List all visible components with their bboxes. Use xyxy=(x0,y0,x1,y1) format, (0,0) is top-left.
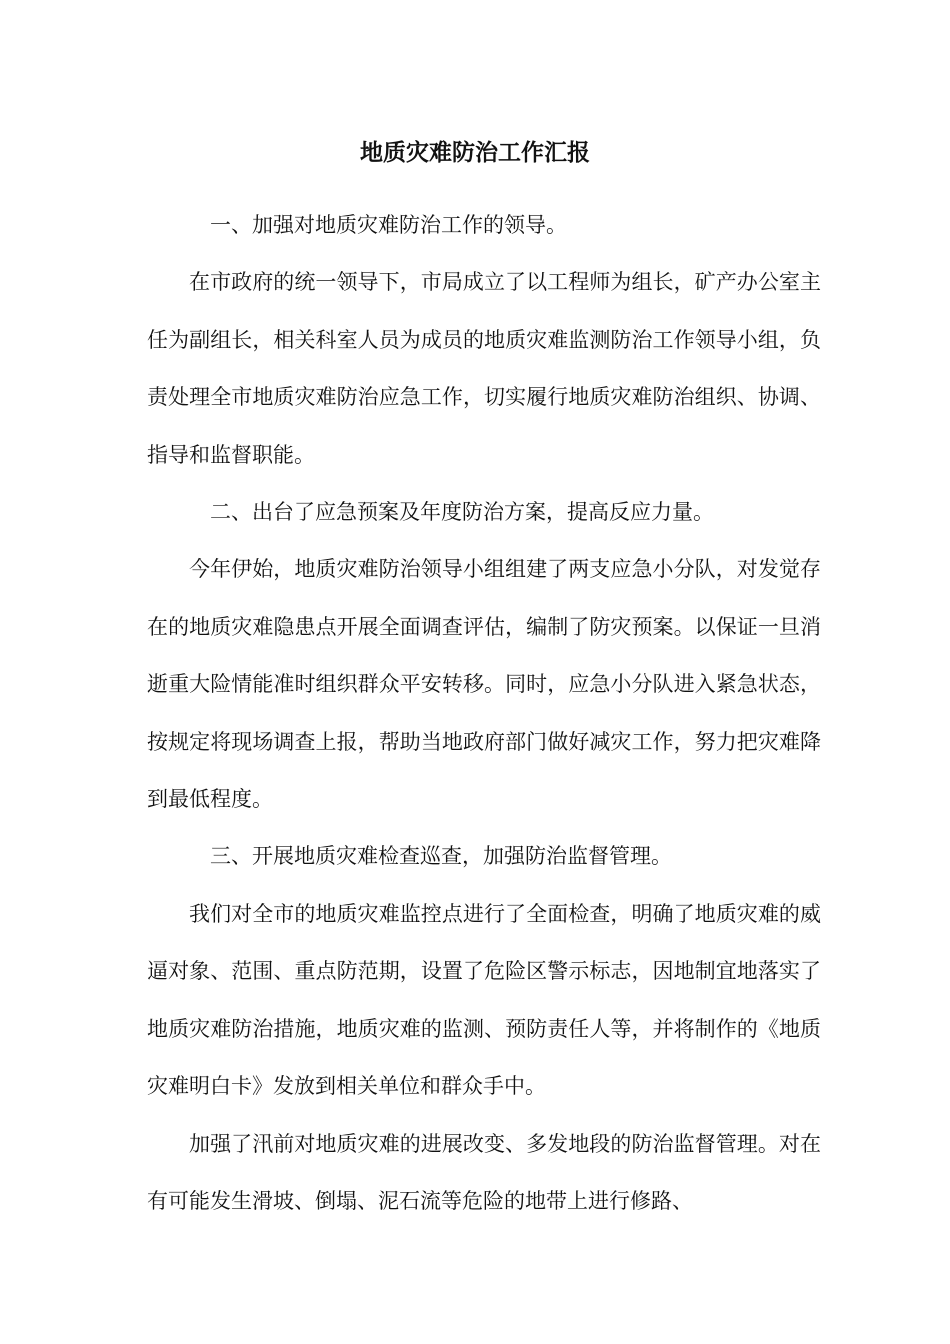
paragraph-2: 今年伊始，地质灾难防治领导小组组建了两支应急小分队，对发觉存在的地质灾难隐患点开展全面调查评估，编制了防灾预案。以保证一旦消逝重大险情能准时组织群众平安转移。同时，应急小分队进入紧急状态，按规定将现场调查上报，帮助当地政府部门做好减灾工作，努力把灾难降到最低程度。 xyxy=(147,557,821,812)
paragraph-4: 加强了汛前对地质灾难的进展改变、多发地段的防治监督管理。对在有可能发生滑坡、倒塌、泥石流等危险的地带上进行修路、 xyxy=(147,1131,821,1213)
document-title: 地质灾难防治工作汇报 xyxy=(360,139,590,166)
section-heading-1: 一、加强对地质灾难防治工作的领导。 xyxy=(210,213,567,237)
paragraph-1: 在市政府的统一领导下，市局成立了以工程师为组长，矿产办公室主任为副组长，相关科室人员为成员的地质灾难监测防治工作领导小组，负责处理全市地质灾难防治应急工作，切实履行地质灾难防治组织、协调、指导和监督职能。 xyxy=(147,270,821,467)
paragraph-3: 我们对全市的地质灾难监控点进行了全面检查，明确了地质灾难的威逼对象、范围、重点防范期，设置了危险区警示标志，因地制宜地落实了地质灾难防治措施，地质灾难的监测、预防责任人等，并将制作的《地质灾难明白卡》发放到相关单位和群众手中。 xyxy=(147,901,821,1099)
section-heading-2: 二、出台了应急预案及年度防治方案，提高反应力量。 xyxy=(210,500,714,525)
document-body xyxy=(147,197,821,1230)
section-heading-3: 三、开展地质灾难检查巡查，加强防治监督管理。 xyxy=(210,844,672,869)
